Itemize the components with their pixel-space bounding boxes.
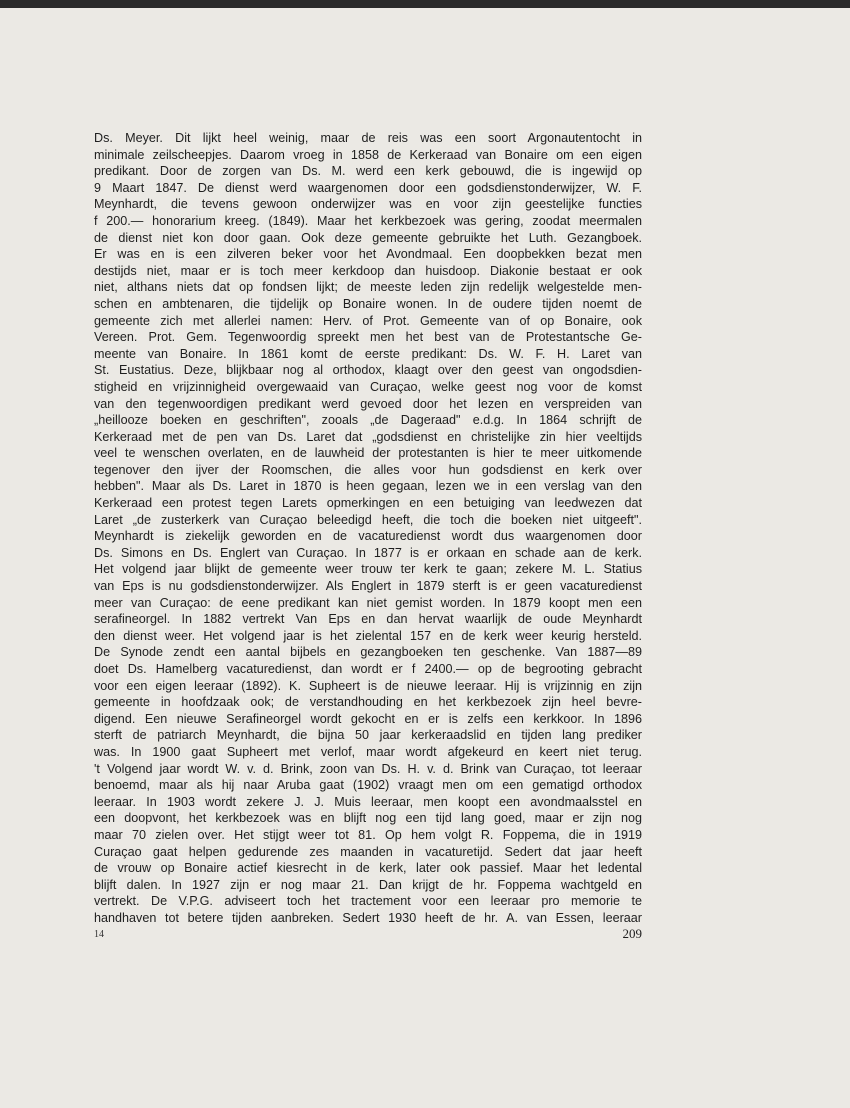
- text-line: digend. Een nieuwe Serafineorgel wordt gekocht en er is zelfs een kerkkoor. In 1896: [94, 711, 642, 726]
- text-line: de vrouw op Bonaire actief kiesrecht in de kerk, later ook passief. Maar het ledental: [94, 861, 642, 876]
- text-line: Curaçao gaat helpen gedurende zes maanden in vacaturetijd. Sedert dat jaar heeft: [94, 844, 642, 859]
- text-line: 9 Maart 1847. De dienst werd waargenomen door een godsdienstonderwijzer, W. F.: [94, 180, 642, 195]
- text-line: meente van Bonaire. In 1861 komt de eerste predikant: Ds. W. F. H. Laret van: [94, 346, 642, 361]
- text-line: van den tegenwoordigen predikant werd gevoed door het lezen en verspreiden van: [94, 396, 642, 411]
- text-line: Kerkeraad een protest tegen Larets opmerkingen en een betuiging van leedwezen dat: [94, 496, 642, 511]
- text-line: De Synode zendt een aantal bijbels en gezangboeken ten geschenke. Van 1887—89: [94, 645, 642, 660]
- text-line: een doopvont, het kerkbezoek was en blijft nog een tijd lang goed, maar er zijn nog: [94, 811, 642, 826]
- text-line: vertrekt. De V.P.G. adviseert toch het tractement voor een leeraar pro memorie te: [94, 894, 642, 909]
- text-line: f 200.— honorarium kreeg. (1849). Maar het kerkbezoek was gering, zoodat meermalen: [94, 213, 642, 228]
- text-line: destijds niet, maar er is toch meer kerkdoop dan huisdoop. Diakonie bestaat er ook: [94, 263, 642, 278]
- text-line: leeraar. In 1903 wordt zekere J. J. Muis leeraar, men koopt een avondmaalsstel en: [94, 794, 642, 809]
- scan-top-border: [0, 0, 850, 8]
- text-line: predikant. Door de zorgen van Ds. M. werd een kerk gebouwd, die is ingewijd op: [94, 164, 642, 179]
- text-line: voor een eigen leeraar (1892). K. Supheert is de nieuwe leeraar. Hij is vrijzinnig en zijn: [94, 678, 642, 693]
- text-line: schen en ambtenaren, die tijdelijk op Bonaire wonen. In de oudere tijden noemt de: [94, 296, 642, 311]
- text-line: Ds. Meyer. Dit lijkt heel weinig, maar de reis was een soort Argonautentocht in: [94, 131, 642, 145]
- text-line: hebben". Maar als Ds. Laret in 1870 is heen gegaan, lezen we in een verslag van den: [94, 479, 642, 494]
- text-line: stigheid en vrijzinnigheid overgewaaid van Curaçao, welke geest nog voor de komst: [94, 379, 642, 394]
- text-line: „heillooze boeken en geschriften", zooals „de Dageraad" e.d.g. In 1864 schrijft de: [94, 413, 642, 428]
- text-line: Kerkeraad met de pen van Ds. Laret dat „godsdienst en christelijke zin hier veeltijds: [94, 429, 642, 444]
- text-line: blijft dalen. In 1927 zijn er nog maar 21. Dan krijgt de hr. Foppema wachtgeld en: [94, 877, 642, 892]
- text-line: Laret „de zusterkerk van Curaçao beleedigd heeft, die toch die boeken niet uitgeeft".: [94, 512, 642, 527]
- text-line: St. Eustatius. Deze, blijkbaar nog al orthodox, klaagt over den geest van ongodsdien-: [94, 363, 642, 378]
- page-number: 209: [622, 926, 642, 941]
- text-line: sterft de patriarch Meynhardt, die bijna 50 jaar kerkeraadslid en tijden lang prediker: [94, 728, 642, 743]
- text-line: tegenover den ijver der Roomschen, die alles voor hun godsdienst en kerk over: [94, 462, 642, 477]
- text-line: doet Ds. Hamelberg vacaturedienst, dan wordt er f 2400.— op de begrooting gebracht: [94, 662, 642, 676]
- text-line: veel te wenschen overlaten, en de lauwheid der protestanten is hier te meer uitkomende: [94, 446, 642, 461]
- text-line: Ds. Simons en Ds. Englert van Curaçao. In 1877 is er orkaan en schade aan de kerk.: [94, 545, 642, 560]
- signature-mark: 14: [94, 929, 104, 940]
- text-line: meer van Curaçao: de eene predikant kan niet gemist worden. In 1879 koopt men een: [94, 595, 642, 610]
- text-line: 't Volgend jaar wordt W. v. d. Brink, zoon van Ds. H. v. d. Brink van Curaçao, tot leeraar: [94, 761, 642, 776]
- text-line: minimale zeilscheepjes. Daarom vroeg in 1858 de Kerkeraad van Bonaire om een eigen: [94, 147, 642, 162]
- text-line: den dienst weer. Het volgend jaar is het zielental 157 en de kerk weer keurig hersteld.: [94, 628, 642, 643]
- text-line: Er was en is een zilveren beker voor het Avondmaal. Een doopbekken bezat men: [94, 247, 642, 262]
- text-line: handhaven tot betere tijden aanbreken. Sedert 1930 heeft de hr. A. van Essen, leeraar: [94, 910, 642, 925]
- text-line: serafineorgel. In 1882 vertrekt Van Eps en dan hervat waarlijk de oude Meynhardt: [94, 612, 642, 627]
- text-line: niet, althans niets dat op fondsen lijkt; de meeste leden zijn redelijk welgestelde men-: [94, 280, 642, 295]
- text-line: Meynhardt, die tevens gewoon onderwijzer was en voor zijn geestelijke functies: [94, 197, 642, 212]
- text-line: benoemd, maar als hij naar Aruba gaat (1902) vraagt men om een gematigd orthodox: [94, 778, 642, 793]
- text-line: Vereen. Prot. Gem. Tegenwoordig spreekt men het best van de Protestantsche Ge-: [94, 330, 642, 345]
- body-text: [94, 130, 642, 927]
- text-line: gemeente zich met allerlei namen: Herv. of Prot. Gemeente van of op Bonaire, ook: [94, 313, 642, 328]
- text-line: de dienst niet kon door gaan. Ook deze gemeente gebruikte het Luth. Gezangboek.: [94, 230, 642, 245]
- text-line: Meynhardt is ziekelijk geworden en de vacaturedienst wordt dus waargenomen door: [94, 529, 642, 544]
- text-line: was. In 1900 gaat Supheert met verlof, maar wordt afgekeurd en keert niet terug.: [94, 744, 642, 759]
- text-line: van Eps is nu godsdienstonderwijzer. Als Englert in 1879 sterft is er geen vacaturedienst: [94, 579, 642, 594]
- text-line: Het volgend jaar blijkt de gemeente weer trouw ter kerk te gaan; zekere M. L. Statius: [94, 562, 642, 577]
- text-line: gemeente in hoofdzaak ook; de verstandhouding en het kerkbezoek zijn heel bevre-: [94, 695, 642, 710]
- text-line: maar 70 zielen over. Het stijgt weer tot 81. Op hem volgt R. Foppema, die in 1919: [94, 827, 642, 842]
